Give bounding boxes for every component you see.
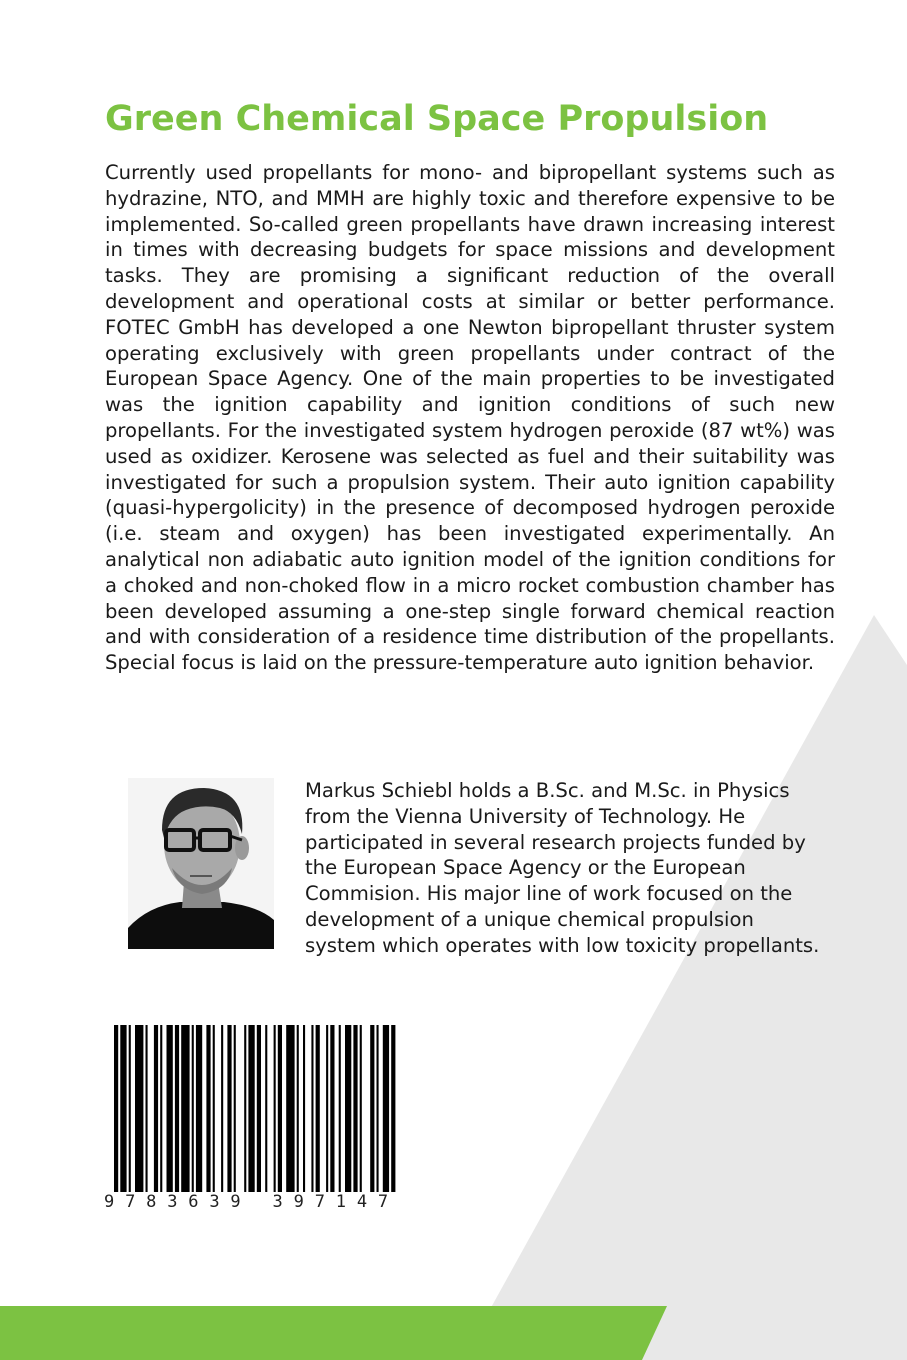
book-title: Green Chemical Space Propulsion: [105, 99, 769, 139]
barcode-bar: [278, 1025, 282, 1193]
barcode-bar: [154, 1025, 158, 1193]
isbn-barcode: [104, 1025, 414, 1215]
barcode-bar: [248, 1025, 254, 1207]
barcode-bar: [265, 1025, 267, 1193]
barcode-bar: [316, 1025, 320, 1193]
barcode-bar: [129, 1025, 131, 1193]
author-bio: Markus Schiebl holds a B.Sc. and M.Sc. in Physics from the Vienna University of Technology. He participated in several research projects funded by the European Space Agency or the European Commision. His major line of work focused on the development of a unique chemical propulsion system which operates with low toxicity propellants.: [305, 779, 820, 957]
barcode-bar: [120, 1025, 126, 1207]
barcode-bar: [160, 1025, 162, 1193]
barcode-bar: [274, 1025, 276, 1193]
barcode-bar: [206, 1025, 210, 1193]
barcode-bar: [234, 1025, 236, 1193]
book-abstract: Currently used propellants for mono- and bipropellant systems such as hydrazine, NTO, and MMH are highly toxic and therefore expensive to be implemented. So-called green propellants have drawn increasing interest in times with decreasing budgets for space missions and development tasks. They are promising a significant reduction of the overall development and operational costs at similar or better performance. FOTEC GmbH has developed a one Newton bipropellant thruster system operating exclusively with green propellants under contract of the European Space Agency. One of the main properties to be investigated was the ignition capability and ignition conditions of such new propellants. For the investigated system hydrogen peroxide (87 wt%) was used as oxidizer. Kerosene was selected as fuel and their suitability was investigated for such a propulsion system. Their auto ignition capability (quasi-hypergolicity) in the presence of decomposed hydrogen peroxide (i.e. steam and oxygen) has been investigated experimentally. An analytical non adiabatic auto ignition model of the ignition conditions for a choked and non-choked flow in a micro rocket combustion chamber has been developed assuming a one-step single forward chemical reaction and with consideration of a residence time distribution of the propellants. Special focus is laid on the pressure-temperature auto ignition behavior.: [105, 161, 835, 675]
barcode-bar: [286, 1025, 294, 1193]
barcode-bar: [383, 1025, 389, 1207]
barcode-bar: [175, 1025, 179, 1193]
barcode-bar: [192, 1025, 194, 1193]
barcode-bar: [297, 1025, 299, 1193]
barcode-bar: [377, 1025, 379, 1193]
barcode-bar: [146, 1025, 148, 1193]
barcode-bar: [370, 1025, 374, 1193]
barcode-bar: [167, 1025, 173, 1193]
barcode-bar: [311, 1025, 313, 1193]
grey-diagonal-stripe: [462, 615, 907, 1360]
barcode-bar: [114, 1025, 118, 1207]
barcode-bar: [303, 1025, 305, 1193]
barcode-bar: [353, 1025, 357, 1193]
barcode-bar: [339, 1025, 341, 1193]
barcode-bar: [257, 1025, 261, 1193]
barcode-bar: [196, 1025, 202, 1193]
green-bottom-band: [0, 1306, 667, 1360]
barcode-bar: [330, 1025, 334, 1193]
barcode-bar: [244, 1025, 246, 1193]
author-photo: [128, 778, 274, 949]
barcode-bar: [360, 1025, 362, 1193]
barcode-bar: [135, 1025, 143, 1193]
barcode-bar: [213, 1025, 215, 1193]
barcode-bar: [326, 1025, 328, 1193]
barcode-bar: [391, 1025, 395, 1207]
barcode-bar: [227, 1025, 231, 1193]
barcode-bar: [221, 1025, 223, 1193]
isbn-digits: 9 7 8 3 6 3 9 3 9 7 1 4 7: [104, 1192, 414, 1212]
barcode-bar: [345, 1025, 351, 1193]
barcode-bar: [181, 1025, 189, 1193]
